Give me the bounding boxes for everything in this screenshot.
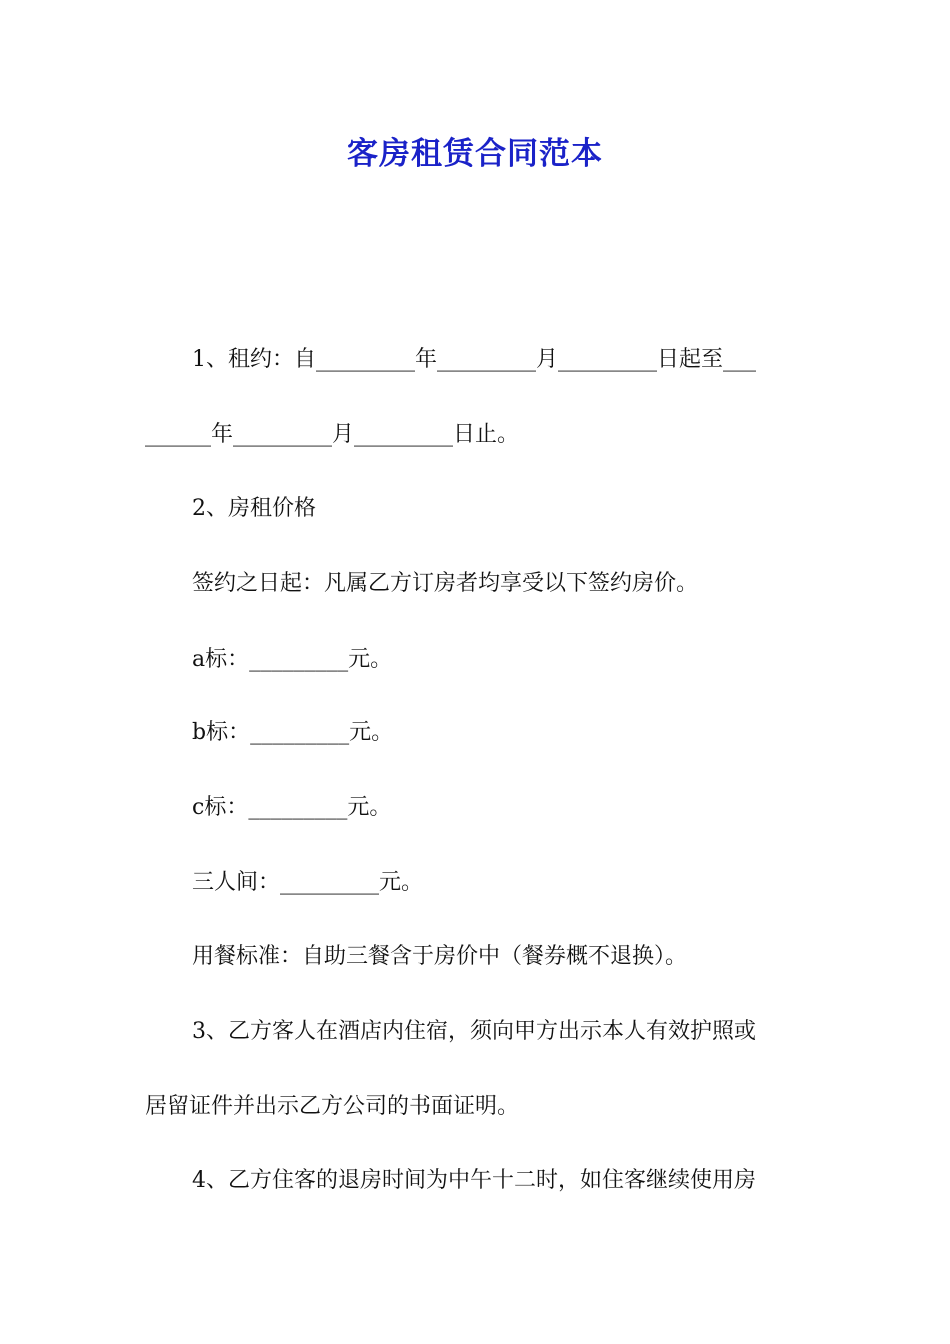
price-line-c: c标：_________元。 xyxy=(192,795,392,820)
clause-3-continued: 居留证件并出示乙方公司的书面证明。 xyxy=(145,1094,520,1119)
document-title: 客房租赁合同范本 xyxy=(347,136,603,172)
clause-1-lease-term: 1、租约：自_________年_________月_________日起至___ xyxy=(192,347,756,372)
clause-2-intro: 签约之日起：凡属乙方订房者均享受以下签约房价。 xyxy=(192,571,699,596)
clause-3: 3、乙方客人在酒店内住宿，须向甲方出示本人有效护照或 xyxy=(192,1019,756,1044)
clause-2-heading: 2、房租价格 xyxy=(192,496,316,521)
price-line-triple: 三人间：_________元。 xyxy=(192,870,424,895)
meal-standard-line: 用餐标准：自助三餐含于房价中（餐券概不退换）。 xyxy=(192,944,688,969)
price-line-a: a标：_________元。 xyxy=(192,647,393,672)
clause-1-lease-term-continued: ______年_________月_________日止。 xyxy=(145,422,520,447)
clause-4: 4、乙方住客的退房时间为中午十二时，如住客继续使用房 xyxy=(192,1168,756,1193)
price-line-b: b标：_________元。 xyxy=(192,720,394,745)
